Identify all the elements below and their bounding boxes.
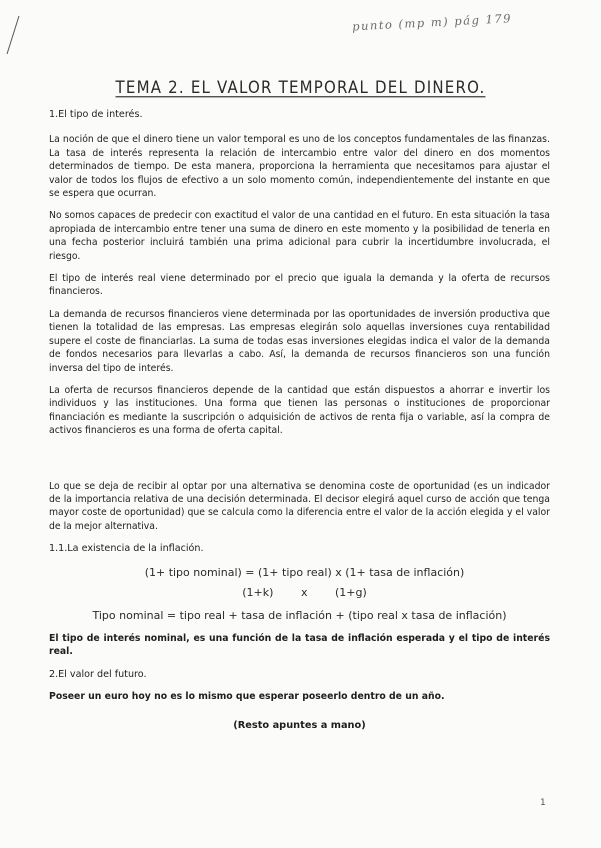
paragraph-opportunity-cost: Lo que se deja de recibir al optar por una alternativa se denomina coste de oportunidad (es un indicador de la importancia relativa de una decisión determinada. El decisor elegirá aquel curso de acción que tenga mayor coste de oportunidad) que se calcula como la diferencia entre el valor de la acción elegida y el valor de la mejor alternativa. <box>49 480 550 532</box>
section-heading-inflation: 1.1.La existencia de la inflación. <box>49 543 204 555</box>
page-number: 1 <box>540 798 546 808</box>
document-body <box>49 108 550 733</box>
formula-times: x <box>300 585 308 599</box>
paragraph-nominal-interest: El tipo de interés nominal, es una función de la tasa de inflación esperada y el tipo de interés real. <box>49 632 550 658</box>
formula-term-k: (1+k) <box>242 585 274 599</box>
paragraph-uncertainty: No somos capaces de predecir con exactitud el valor de una cantidad en el futuro. En esta situación la tasa apropiada de intercambio entre tener una suma de dinero en este momento y la posibilidad de tenerla en una fecha posterior incluirá también una prima adicional para cubrir la incertidumbre involucrada, el riesgo. <box>49 210 550 262</box>
formula-fisher: (1+ tipo nominal) = (1+ tipo real) x (1+ tasa de inflación) <box>144 565 465 579</box>
section-heading-future-value: 2.El valor del futuro. <box>49 668 147 680</box>
closing-note: (Resto apuntes a mano) <box>233 720 366 732</box>
section-heading-interest-rate: 1.El tipo de interés. <box>49 109 143 120</box>
paragraph-supply: La oferta de recursos financieros depende de la cantidad que están dispuestos a ahorrar e invertir los individuos y las instituciones. Una forma que tienen las personas o instituciones de proporcionar financiación es mediante la suscripción o adquisición de activos de renta fija o variable, así la compra de activos financieros es una forma de oferta capital. <box>49 384 550 437</box>
paragraph-time-value: La noción de que el dinero tiene un valor temporal es uno de los conceptos fundamentales de las finanzas. La tasa de interés representa la relación de intercambio entre valor del dinero en dos momentos determinados de tiempo. De esta manera, proporciona la herramienta que necesitamos para ajustar el valor de todos los flujos de efectivo a un solo momento común, independientemente del instante en que se espera que ocurran. <box>49 134 550 200</box>
paragraph-demand: La demanda de recursos financieros viene determinada por las oportunidades de inversión productiva que tienen la totalidad de las empresas. Las empresas elegirán solo aquellas inversiones cuya rentabilidad supere el coste de financiarlas. La suma de todas esas inversiones elegidas indica el valor de la demanda de fondos necesarios para llevarlas a cabo. Así, la demanda de recursos financieros son una función inversa del tipo de interés. <box>49 308 550 374</box>
pen-slash-mark <box>4 14 22 56</box>
paragraph-euro-today: Poseer un euro hoy no es lo mismo que esperar poseerlo dentro de un año. <box>49 691 445 702</box>
formula-term-g: (1+g) <box>334 585 367 599</box>
handwritten-note: punto (mp m) pág 179 <box>351 11 513 34</box>
page-title: TEMA 2. EL VALOR TEMPORAL DEL DINERO. <box>115 76 486 98</box>
paragraph-real-interest: El tipo de interés real viene determinado por el precio que iguala la demanda y la oferta de recursos financieros. <box>49 273 550 298</box>
formula-symbols <box>49 586 550 599</box>
formula-nominal-rate: Tipo nominal = tipo real + tasa de inflación + (tipo real x tasa de inflación) <box>92 609 507 623</box>
blank-space <box>49 447 550 480</box>
